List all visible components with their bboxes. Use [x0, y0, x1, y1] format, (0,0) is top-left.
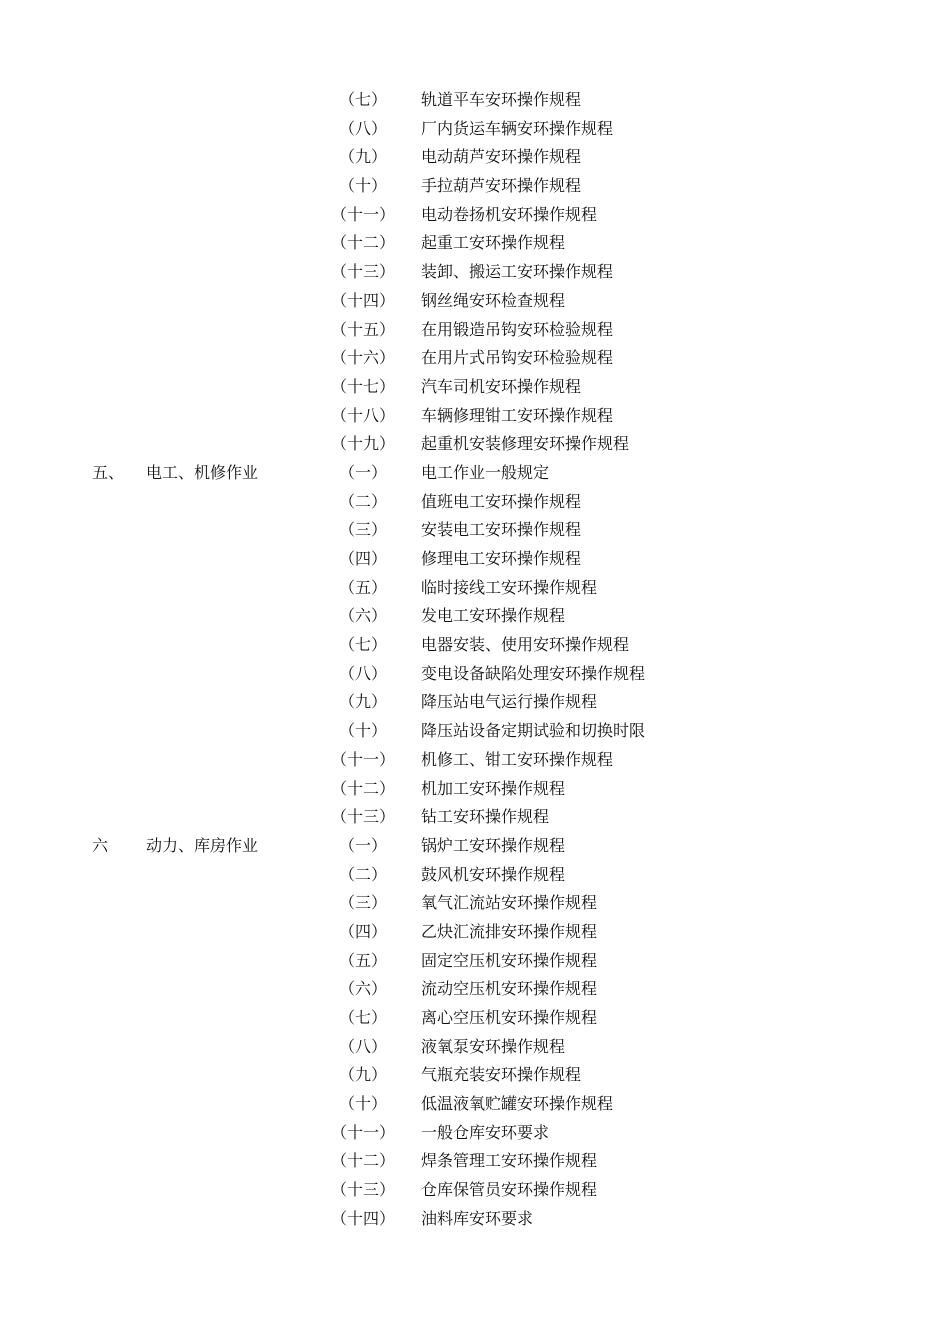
item-title: 电动葫芦安环操作规程	[421, 147, 582, 167]
toc-row	[0, 1176, 950, 1205]
toc-row	[0, 1147, 950, 1176]
toc-row	[0, 402, 950, 431]
toc-row	[0, 459, 950, 488]
toc-row	[0, 430, 950, 459]
item-number: （二）	[338, 864, 387, 884]
item-title: 变电设备缺陷处理安环操作规程	[421, 663, 646, 683]
toc-row	[0, 545, 950, 574]
item-title: 发电工安环操作规程	[421, 606, 566, 626]
toc-row	[0, 344, 950, 373]
item-number: （七）	[338, 90, 387, 109]
toc-row	[0, 1205, 950, 1234]
item-number: （三）	[338, 520, 387, 540]
item-title: 离心空压机安环操作规程	[421, 1008, 598, 1027]
toc-row	[0, 918, 950, 947]
item-title: 车辆修理钳工安环操作规程	[421, 405, 614, 425]
document-page	[0, 86, 950, 1234]
toc-row	[0, 229, 950, 258]
item-number: （十）	[338, 176, 387, 196]
item-number: （四）	[338, 549, 387, 568]
item-number: （八）	[338, 118, 387, 138]
section-number: 六	[92, 835, 109, 855]
toc-row	[0, 172, 950, 201]
toc-row	[0, 832, 950, 861]
item-number: （七）	[338, 635, 387, 655]
toc-row	[0, 488, 950, 517]
toc-row	[0, 975, 950, 1004]
toc-row	[0, 861, 950, 890]
toc-row	[0, 373, 950, 402]
item-title: 装卸、搬运工安环操作规程	[421, 262, 614, 282]
item-number: （十六）	[330, 348, 395, 368]
item-title: 氧气汇流站安环操作规程	[421, 893, 598, 913]
item-title: 电工作业一般规定	[421, 462, 550, 482]
item-title: 起重工安环操作规程	[421, 233, 566, 253]
toc-row	[0, 631, 950, 660]
item-number: （十一）	[330, 204, 395, 224]
item-number: （八）	[338, 663, 387, 683]
toc-row	[0, 717, 950, 746]
toc-row	[0, 947, 950, 976]
toc-row	[0, 660, 950, 689]
item-number: （十）	[338, 721, 387, 741]
item-number: （十三）	[330, 807, 395, 827]
item-title: 手拉葫芦安环操作规程	[421, 176, 582, 196]
item-number: （六）	[338, 606, 387, 626]
item-title: 起重机安装修理安环操作规程	[421, 434, 630, 454]
item-number: （三）	[338, 893, 387, 913]
item-title: 电器安装、使用安环操作规程	[421, 635, 630, 655]
item-title: 液氧泵安环操作规程	[421, 1036, 566, 1056]
item-title: 临时接线工安环操作规程	[421, 577, 598, 597]
item-title: 钻工安环操作规程	[421, 807, 550, 827]
item-number: （九）	[338, 1065, 387, 1085]
item-number: （六）	[338, 979, 387, 999]
item-number: （十四）	[330, 1208, 395, 1228]
toc-row	[0, 1004, 950, 1033]
item-number: （十四）	[330, 290, 395, 310]
toc-row	[0, 287, 950, 316]
toc-row	[0, 746, 950, 775]
item-title: 轨道平车安环操作规程	[421, 90, 582, 109]
item-title: 钢丝绳安环检查规程	[421, 290, 566, 310]
toc-row	[0, 115, 950, 144]
item-title: 固定空压机安环操作规程	[421, 950, 598, 970]
item-number: （十三）	[330, 262, 395, 282]
item-title: 焊条管理工安环操作规程	[421, 1151, 598, 1171]
item-title: 乙炔汇流排安环操作规程	[421, 921, 598, 941]
item-number: （十一）	[330, 1122, 395, 1142]
item-title: 一般仓库安环要求	[421, 1122, 550, 1142]
toc-row	[0, 1119, 950, 1148]
item-number: （十七）	[330, 376, 395, 396]
item-number: （十二）	[330, 1151, 395, 1171]
item-number: （五）	[338, 950, 387, 970]
item-number: （十五）	[330, 319, 395, 339]
item-title: 低温液氧贮罐安环操作规程	[421, 1094, 614, 1114]
item-title: 仓库保管员安环操作规程	[421, 1180, 598, 1200]
item-number: （十三）	[330, 1180, 395, 1200]
item-title: 在用锻造吊钩安环检验规程	[421, 319, 614, 339]
item-number: （七）	[338, 1008, 387, 1027]
item-number: （五）	[338, 577, 387, 597]
item-title: 汽车司机安环操作规程	[421, 376, 582, 396]
item-number: （二）	[338, 491, 387, 511]
toc-row	[0, 688, 950, 717]
toc-row	[0, 803, 950, 832]
item-number: （十）	[338, 1094, 387, 1114]
item-title: 流动空压机安环操作规程	[421, 979, 598, 999]
section-title: 电工、机修作业	[146, 462, 259, 482]
item-title: 气瓶充装安环操作规程	[421, 1065, 582, 1085]
item-title: 鼓风机安环操作规程	[421, 864, 566, 884]
item-number: （十二）	[330, 778, 395, 798]
item-title: 在用片式吊钩安环检验规程	[421, 348, 614, 368]
section-title: 动力、库房作业	[146, 835, 259, 855]
toc-row	[0, 889, 950, 918]
toc-row	[0, 775, 950, 804]
item-title: 电动卷扬机安环操作规程	[421, 204, 598, 224]
item-number: （十八）	[330, 405, 395, 425]
item-number: （八）	[338, 1036, 387, 1056]
item-number: （九）	[338, 692, 387, 712]
item-number: （十二）	[330, 233, 395, 253]
toc-row	[0, 574, 950, 603]
item-number: （九）	[338, 147, 387, 167]
toc-row	[0, 258, 950, 287]
item-title: 机加工安环操作规程	[421, 778, 566, 798]
item-title: 厂内货运车辆安环操作规程	[421, 118, 614, 138]
toc-row	[0, 1033, 950, 1062]
item-title: 降压站电气运行操作规程	[421, 692, 598, 712]
toc-row	[0, 1061, 950, 1090]
item-number: （十九）	[330, 434, 395, 454]
table-of-contents	[0, 86, 950, 1234]
item-title: 锅炉工安环操作规程	[421, 835, 566, 855]
toc-row	[0, 316, 950, 345]
item-title: 修理电工安环操作规程	[421, 549, 582, 568]
item-title: 值班电工安环操作规程	[421, 491, 582, 511]
item-title: 机修工、钳工安环操作规程	[421, 749, 614, 769]
item-number: （四）	[338, 921, 387, 941]
item-number: （十一）	[330, 749, 395, 769]
item-number: （一）	[338, 835, 387, 855]
toc-row	[0, 143, 950, 172]
item-title: 降压站设备定期试验和切换时限	[421, 721, 646, 741]
item-title: 安装电工安环操作规程	[421, 520, 582, 540]
section-number: 五、	[92, 462, 125, 482]
toc-row	[0, 201, 950, 230]
toc-row	[0, 602, 950, 631]
item-title: 油料库安环要求	[421, 1208, 534, 1228]
toc-row	[0, 86, 950, 115]
toc-row	[0, 1090, 950, 1119]
toc-row	[0, 516, 950, 545]
item-number: （一）	[338, 462, 387, 482]
